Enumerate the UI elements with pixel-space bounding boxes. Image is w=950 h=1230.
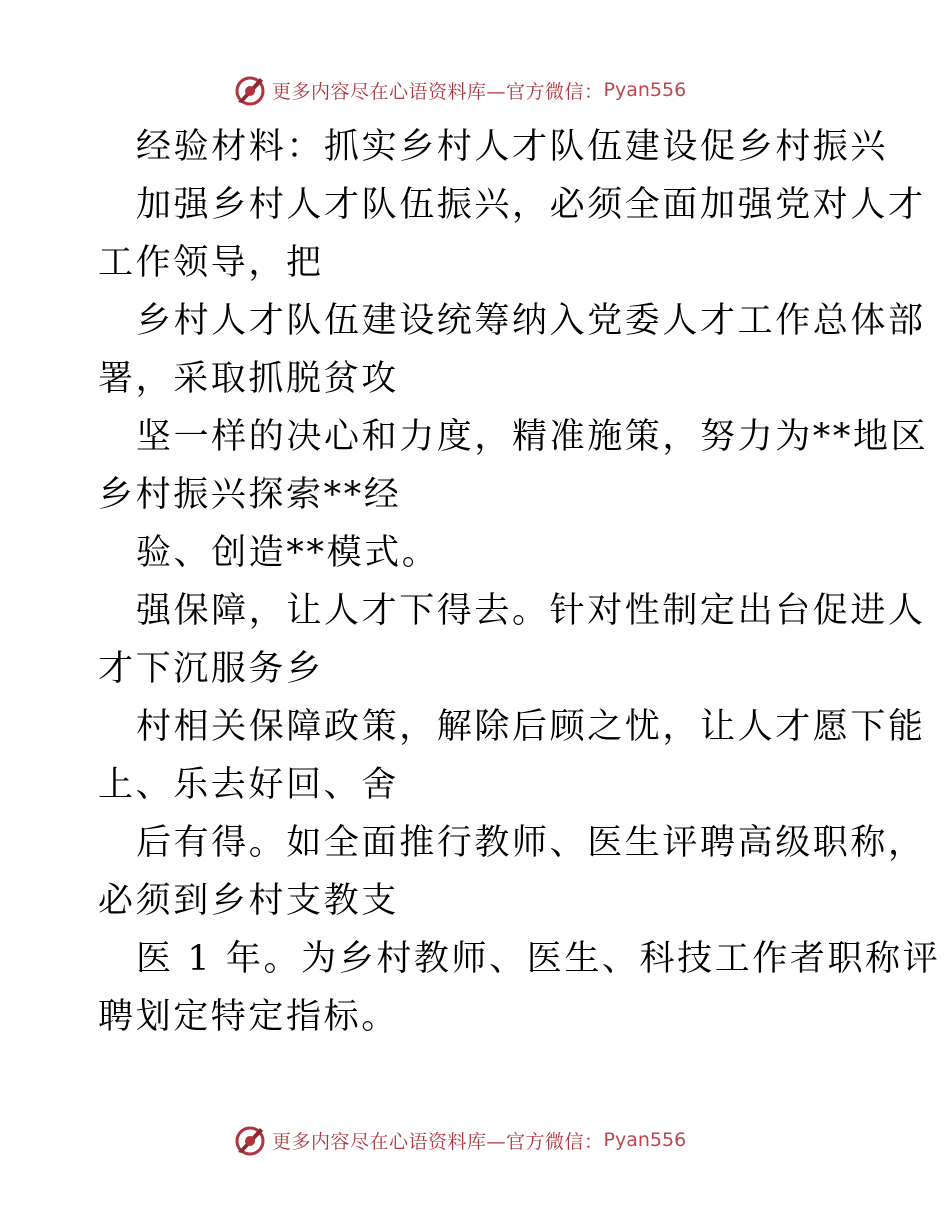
header-banner <box>232 70 752 110</box>
text-line: 后有得。如全面推行教师、医生评聘高级职称， <box>136 823 926 863</box>
text-line: 医 1 年。为乡村教师、医生、科技工作者职称评 <box>136 939 941 979</box>
text-line: 验、创造**模式。 <box>136 533 440 573</box>
text-line: 工作领导，把 <box>98 243 324 283</box>
text-line: 乡村人才队伍建设统筹纳入党委人才工作总体部 <box>136 301 926 341</box>
footer-banner <box>232 1120 752 1160</box>
text-line: 才下沉服务乡 <box>98 649 324 689</box>
text-line: 上、乐去好回、舍 <box>98 765 399 805</box>
text-line: 乡村振兴探索**经 <box>98 475 402 515</box>
text-line: 强保障，让人才下得去。针对性制定出台促进人 <box>136 591 926 631</box>
footer-wechat-id: Pyan556 <box>603 1129 687 1151</box>
text-line: 坚一样的决心和力度，精准施策，努力为**地区 <box>136 417 929 457</box>
document-body <box>98 118 941 1046</box>
text-line: 必须到乡村支教支 <box>98 881 399 921</box>
text-line: 加强乡村人才队伍振兴，必须全面加强党对人才 <box>136 185 926 225</box>
text-line: 署，采取抓脱贫攻 <box>98 359 399 399</box>
text-line: 聘划定特定指标。 <box>98 997 399 1037</box>
header-wechat-id: Pyan556 <box>603 79 687 101</box>
quill-logo-icon <box>232 1122 268 1158</box>
document-title: 经验材料：抓实乡村人才队伍建设促乡村振兴 <box>136 127 889 167</box>
text-line: 村相关保障政策，解除后顾之忧，让人才愿下能 <box>136 707 926 747</box>
header-site-text: 更多内容尽在心语资料库—官方微信： <box>272 80 604 103</box>
footer-site-text: 更多内容尽在心语资料库—官方微信： <box>272 1130 604 1153</box>
quill-logo-icon <box>232 72 268 108</box>
